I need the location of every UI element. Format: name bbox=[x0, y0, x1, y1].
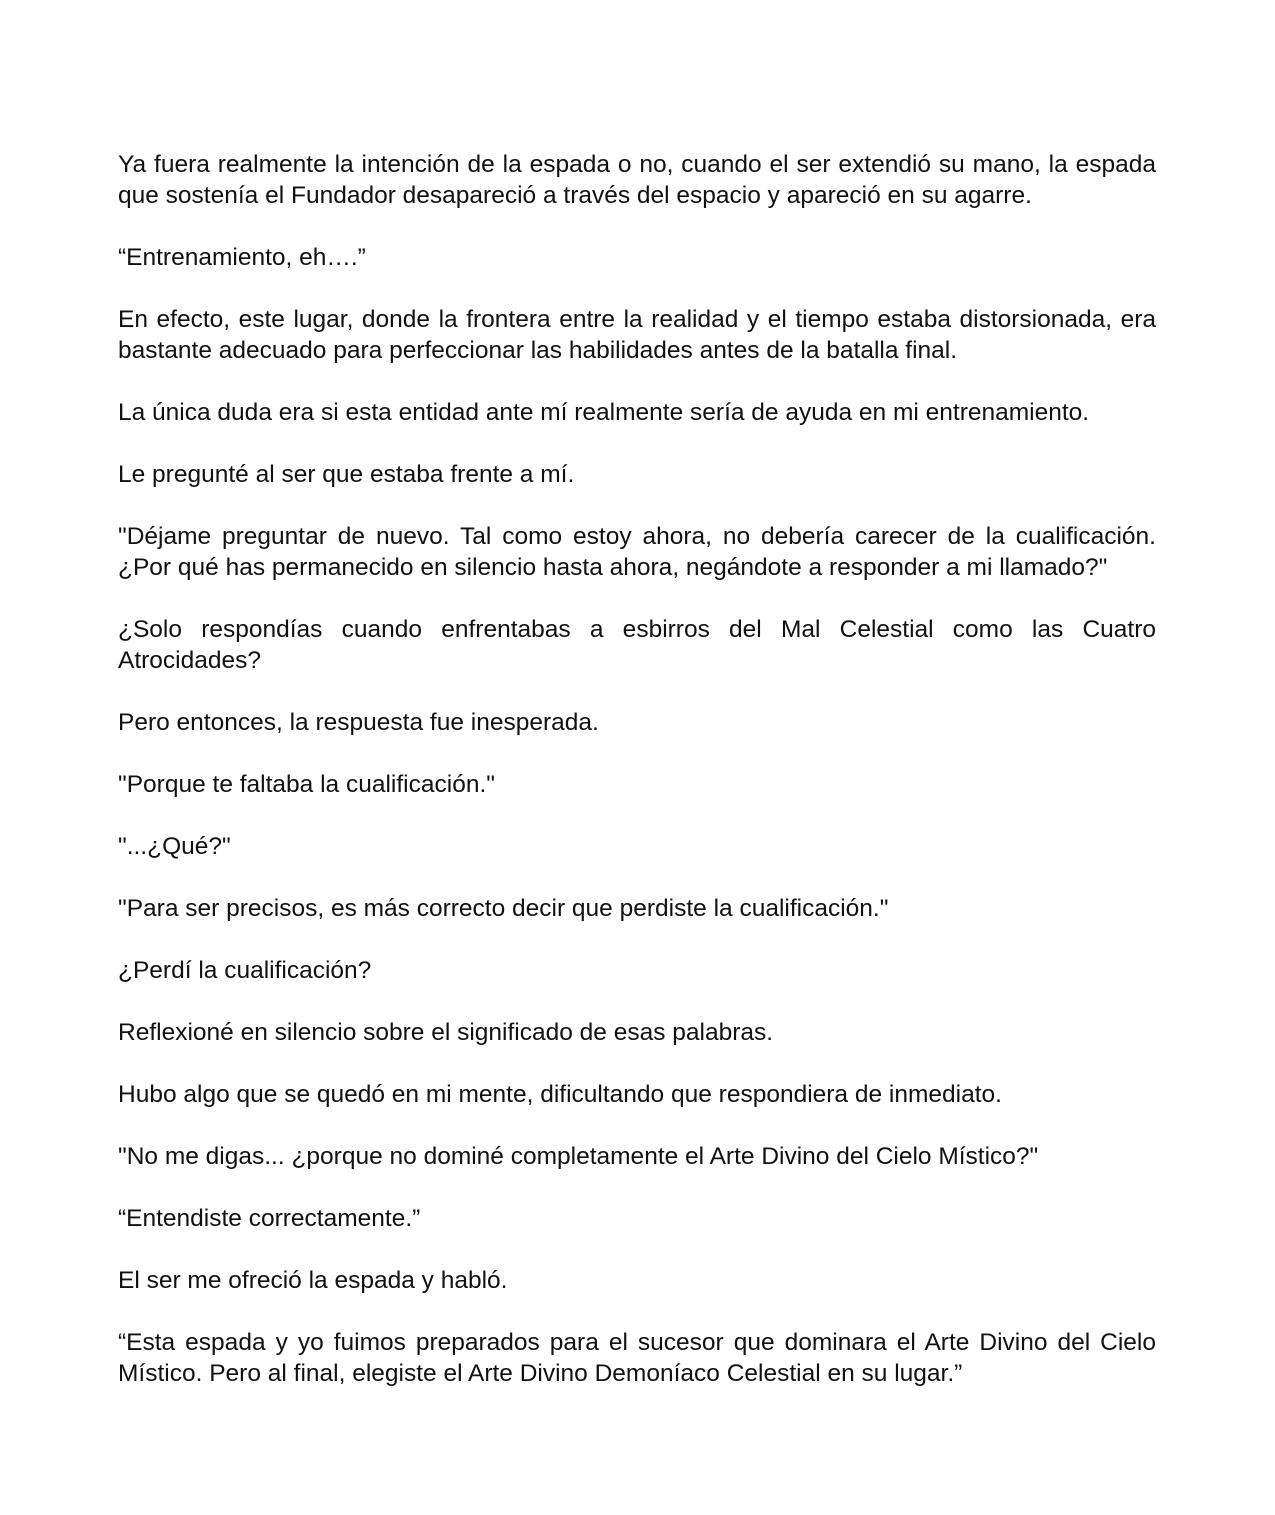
paragraph: Ya fuera realmente la intención de la espada o no, cuando el ser extendió su mano, la espada que sostenía el Fundador desapareció a través del espacio y apareció en su agarre. bbox=[118, 151, 1156, 209]
paragraph: El ser me ofreció la espada y habló. bbox=[118, 1267, 508, 1294]
paragraph: Hubo algo que se quedó en mi mente, dificultando que respondiera de inmediato. bbox=[118, 1081, 1002, 1108]
paragraph: "No me digas... ¿porque no dominé completamente el Arte Divino del Cielo Místico?" bbox=[118, 1143, 1039, 1170]
paragraph: La única duda era si esta entidad ante mí realmente sería de ayuda en mi entrenamiento. bbox=[118, 399, 1090, 426]
paragraph: "Porque te faltaba la cualificación." bbox=[118, 771, 495, 798]
paragraph: “Entrenamiento, eh….” bbox=[118, 244, 366, 271]
paragraph: ¿Solo respondías cuando enfrentabas a esbirros del Mal Celestial como las Cuatro Atrocidades? bbox=[118, 616, 1156, 674]
paragraph: Le pregunté al ser que estaba frente a mí. bbox=[118, 461, 575, 488]
paragraph: “Entendiste correctamente.” bbox=[118, 1205, 421, 1232]
paragraph: ¿Perdí la cualificación? bbox=[118, 957, 372, 984]
paragraph: “Esta espada y yo fuimos preparados para el sucesor que dominara el Arte Divino del Cielo Místico. Pero al final, elegiste el Arte Divino Demoníaco Celestial en su lugar.” bbox=[118, 1329, 1156, 1387]
paragraph: "Déjame preguntar de nuevo. Tal como estoy ahora, no debería carecer de la cualificación. ¿Por qué has permanecido en silencio hasta ahora, negándote a responder a mi llamado?" bbox=[118, 523, 1156, 581]
paragraph: Reflexioné en silencio sobre el significado de esas palabras. bbox=[118, 1019, 774, 1046]
paragraph: En efecto, este lugar, donde la frontera entre la realidad y el tiempo estaba distorsionada, era bastante adecuado para perfeccionar las habilidades antes de la batalla final. bbox=[118, 306, 1156, 364]
paragraph: "...¿Qué?" bbox=[118, 833, 231, 860]
paragraph: "Para ser precisos, es más correcto decir que perdiste la cualificación." bbox=[118, 895, 889, 922]
paragraph: Pero entonces, la respuesta fue inesperada. bbox=[118, 709, 599, 736]
text-body bbox=[118, 149, 1156, 1389]
